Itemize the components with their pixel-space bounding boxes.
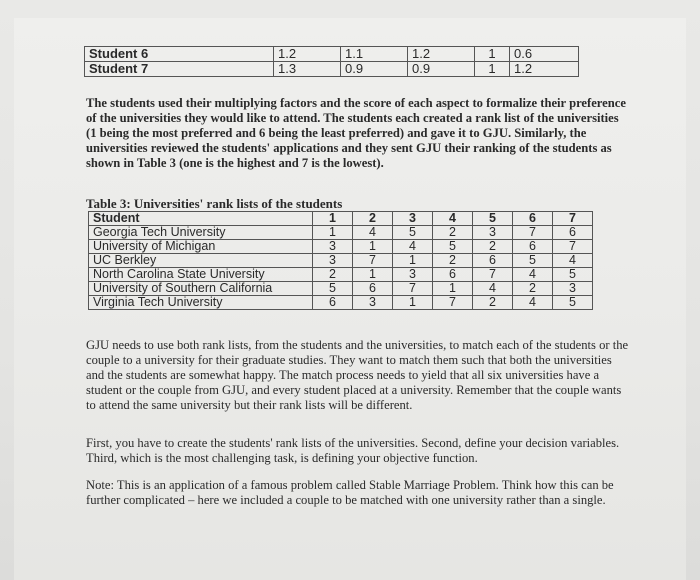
university-name: Virginia Tech University (89, 296, 313, 310)
university-name: University of Michigan (89, 240, 313, 254)
column-header: 5 (473, 212, 513, 226)
column-header: 1 (313, 212, 353, 226)
paragraph-preferences: The students used their multiplying factors and the score of each aspect to formalize their preference of the universities they would like to attend. The students each created a rank list of the universities (1 being the most preferred and 6 being the least preferred) and gave it to GJU. Similarly, the universities reviewed the students' applications and they sent GJU their ranking of the students as shown in Table 3 (one is the highest and 7 is the lowest). (86, 96, 626, 170)
table-cell: 2 (313, 268, 353, 282)
table-row (85, 62, 579, 77)
table3-caption: Table 3: Universities' rank lists of the students (86, 196, 343, 211)
table-cell: 6 (433, 268, 473, 282)
table-cell: 1.1 (341, 47, 408, 62)
table-cell: 0.6 (510, 47, 579, 62)
table-cell: 5 (513, 254, 553, 268)
table-cell: 2 (433, 254, 473, 268)
table-row (89, 254, 593, 268)
table-cell: 7 (513, 226, 553, 240)
university-name: North Carolina State University (89, 268, 313, 282)
table-header-row (89, 212, 593, 226)
table-cell: 5 (313, 282, 353, 296)
table-cell: 0.9 (408, 62, 475, 77)
table-cell: 4 (513, 268, 553, 282)
table-cell: 2 (513, 282, 553, 296)
table-cell: 6 (473, 254, 513, 268)
table-cell: 4 (473, 282, 513, 296)
table-cell: 1 (433, 282, 473, 296)
table-cell: 1 (353, 268, 393, 282)
paragraph-tasks: First, you have to create the students' rank lists of the universities. Second, define your decision variables. Third, which is the most challenging task, is defining your objective function. (86, 436, 620, 465)
student-name: Student 7 (85, 62, 274, 77)
table-cell: 4 (553, 254, 593, 268)
university-name: UC Berkley (89, 254, 313, 268)
table-cell: 1 (353, 240, 393, 254)
table-cell: 7 (553, 240, 593, 254)
table-cell: 5 (393, 226, 433, 240)
table-cell: 7 (473, 268, 513, 282)
table-cell: 6 (513, 240, 553, 254)
column-header: 7 (553, 212, 593, 226)
table-cell: 5 (433, 240, 473, 254)
table-cell: 1 (475, 47, 510, 62)
university-name: Georgia Tech University (89, 226, 313, 240)
column-header: 6 (513, 212, 553, 226)
table-row (89, 226, 593, 240)
table-cell: 6 (353, 282, 393, 296)
table-cell: 3 (353, 296, 393, 310)
paragraph-matching: GJU needs to use both rank lists, from the students and the universities, to match each of the students or the couple to a university for their graduate studies. They want to match them such that both the universities and the students are somewhat happy. The match process needs to yield that all six universities have a student or the couple from GJU, and every student placed at a university. Remember that the couple wants to attend the same university but their rank lists will be different. (86, 338, 629, 412)
universities-rank-table (88, 211, 593, 310)
table-cell: 6 (553, 226, 593, 240)
table-row (89, 296, 593, 310)
table-row (89, 282, 593, 296)
table-cell: 1 (313, 226, 353, 240)
table-cell: 1.2 (408, 47, 475, 62)
table-cell: 7 (433, 296, 473, 310)
column-header: 2 (353, 212, 393, 226)
table-cell: 4 (353, 226, 393, 240)
student-name: Student 6 (85, 47, 274, 62)
table-cell: 2 (433, 226, 473, 240)
table-cell: 3 (313, 240, 353, 254)
table-cell: 1.2 (274, 47, 341, 62)
table-cell: 3 (553, 282, 593, 296)
university-name: University of Southern California (89, 282, 313, 296)
table-cell: 3 (393, 268, 433, 282)
table-cell: 0.9 (341, 62, 408, 77)
table-cell: 6 (313, 296, 353, 310)
table-cell: 7 (353, 254, 393, 268)
column-header: Student (89, 212, 313, 226)
table-cell: 4 (393, 240, 433, 254)
table-cell: 2 (473, 240, 513, 254)
table-cell: 4 (513, 296, 553, 310)
paragraph-note: Note: This is an application of a famous problem called Stable Marriage Problem. Think how this can be further complicated – here we included a couple to be matched with one university rather than a single. (86, 478, 614, 507)
table-row (89, 268, 593, 282)
column-header: 4 (433, 212, 473, 226)
table-cell: 1 (393, 296, 433, 310)
table-cell: 1.2 (510, 62, 579, 77)
table-cell: 1 (393, 254, 433, 268)
student-factors-table (84, 46, 579, 77)
table-cell: 5 (553, 268, 593, 282)
table-cell: 3 (473, 226, 513, 240)
column-header: 3 (393, 212, 433, 226)
table-row (89, 240, 593, 254)
table-row (85, 47, 579, 62)
table-cell: 5 (553, 296, 593, 310)
table-cell: 7 (393, 282, 433, 296)
table-cell: 1 (475, 62, 510, 77)
table-cell: 1.3 (274, 62, 341, 77)
table-cell: 2 (473, 296, 513, 310)
table-cell: 3 (313, 254, 353, 268)
